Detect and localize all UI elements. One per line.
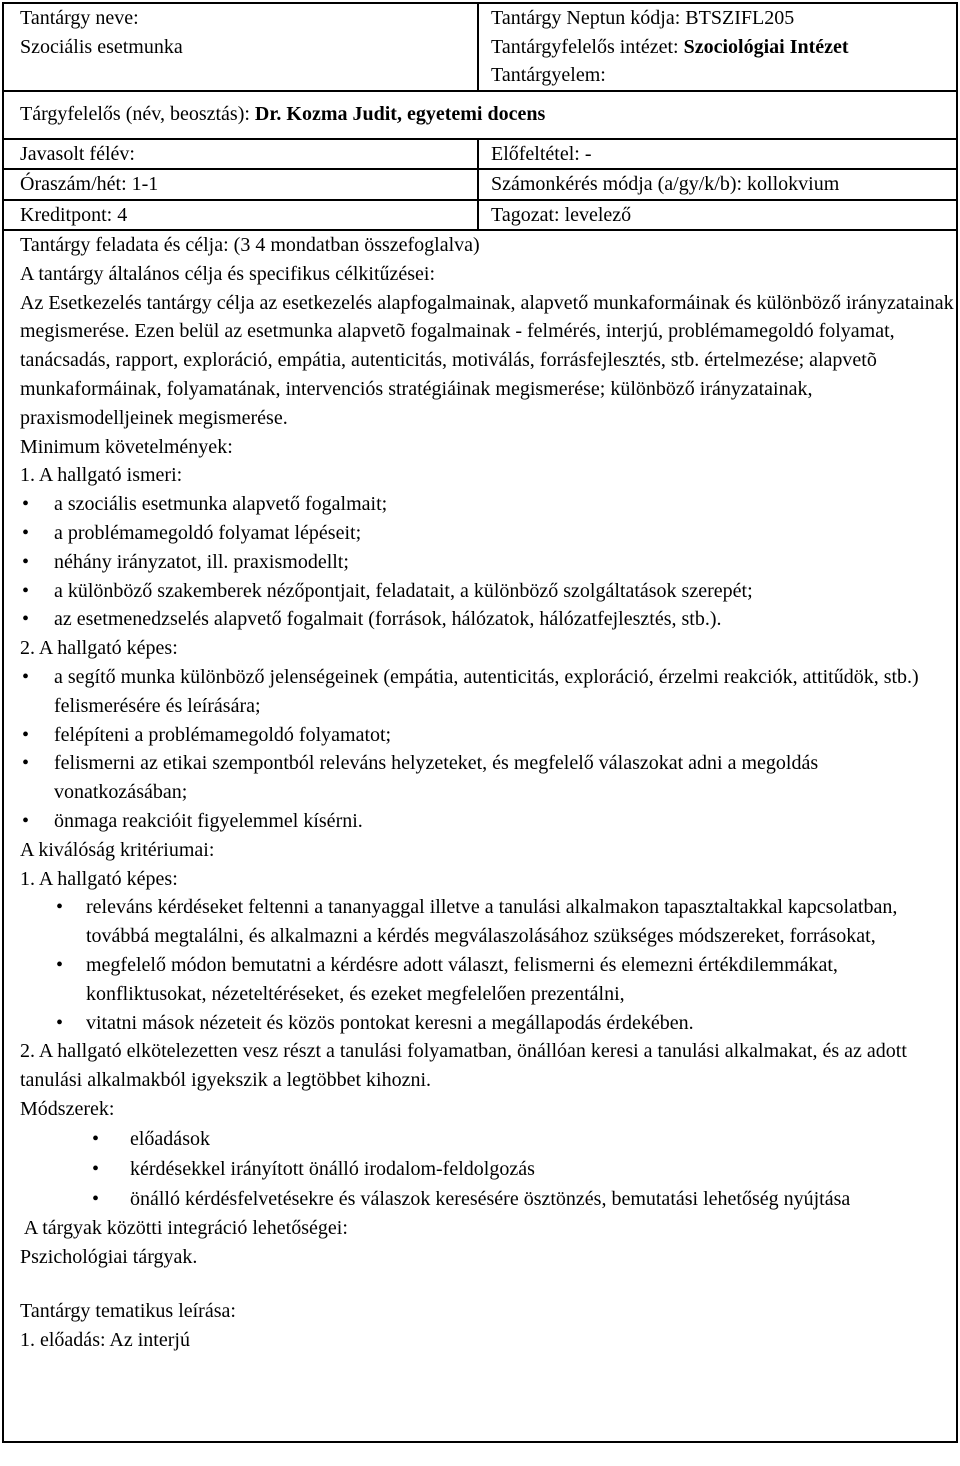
subject-name-cell <box>3 3 478 91</box>
neptun-code: BTSZIFL205 <box>685 7 795 29</box>
list-item: • felismerni az etikai szempontból releváns helyzeteket, és megfelelő válaszokat adni a megoldás vonatkozásában; <box>52 749 956 807</box>
task-heading: Tantárgy feladata és célja: (3 4 mondatban összefoglalva) <box>20 234 480 256</box>
subject-name: Szociális esetmunka <box>20 35 183 58</box>
assessment: Számonkérés módja (a/gy/k/b): kollokvium <box>478 169 957 200</box>
institute-label: Tantárgyfelelős intézet: <box>491 35 684 58</box>
list-item: • önálló kérdésfelvetésekre és válaszok keresésére ösztönzés, bemutatási lehetőség nyújtása <box>130 1184 956 1214</box>
header-row <box>3 3 957 91</box>
lecture-1: 1. előadás: Az interjú <box>20 1329 190 1352</box>
knows-list <box>20 490 956 634</box>
exc-paragraph-2: 2. A hallgató elkötelezetten vesz részt a tanulási folyamatban, önállóan keresi a tanulási alkalmakat, és az adott tanulási alkalmakból igyekszik a legtöbbet kihozni. <box>20 1040 907 1092</box>
content-row <box>3 230 957 1442</box>
hours-row <box>3 169 957 200</box>
exc-able-heading: 1. A hallgató képes: <box>20 867 178 890</box>
element-label: Tantárgyelem: <box>491 64 606 86</box>
prerequisite: Előfeltétel: - <box>478 139 957 170</box>
minimum-heading: Minimum követelmények: <box>20 435 233 458</box>
list-item: • az esetmenedzselés alapvető fogalmait (források, hálózatok, hálózatfejlesztés, stb.). <box>52 605 956 634</box>
credits-row <box>3 200 957 231</box>
list-item: • a szociális esetmunka alapvető fogalmait; <box>52 490 956 519</box>
list-item: • a segítő munka különböző jelenségeinek (empátia, autenticitás, exploráció, érzelmi reakciók, attitűdök, stb.) felismerésére és leírására; <box>52 663 956 721</box>
responsible-row <box>3 91 957 139</box>
institute-line <box>491 33 956 62</box>
thematic-heading: Tantárgy tematikus leírása: <box>20 1300 236 1323</box>
list-item: • önmaga reakcióit figyelemmel kísérni. <box>52 807 956 836</box>
neptun-label: Tantárgy Neptun kódja: <box>491 7 686 29</box>
list-item: • a problémamegoldó folyamat lépéseit; <box>52 519 956 548</box>
goals-p1: Az Esetkezelés tantárgy célja az esetkezelés alapfogalmainak, alapvető munkaformáinak és különböző irányzatainak megismerése. <box>20 291 954 343</box>
spacer <box>20 1271 956 1297</box>
responsible-cell <box>3 91 957 139</box>
content-cell <box>3 230 957 1442</box>
credits: Kreditpont: 4 <box>3 200 478 231</box>
able-heading: 2. A hallgató képes: <box>20 637 178 660</box>
methods-heading: Módszerek: <box>20 1097 115 1120</box>
responsible-label: Tárgyfelelős (név, beosztás): <box>20 102 255 125</box>
knows-heading: 1. A hallgató ismeri: <box>20 464 183 487</box>
list-item: • a különböző szakemberek nézőpontjait, feladatait, a különböző szolgáltatások szerepét; <box>52 577 956 606</box>
hours: Óraszám/hét: 1-1 <box>3 169 478 200</box>
list-item: • felépíteni a problémamegoldó folyamatot; <box>52 721 956 750</box>
methods-list <box>20 1124 956 1214</box>
able-list <box>20 663 956 836</box>
subject-name-label: Tantárgy neve: <box>20 7 139 29</box>
list-item: • kérdésekkel irányított önálló irodalom-feldolgozás <box>130 1154 956 1184</box>
list-item: • néhány irányzatot, ill. praxismodellt; <box>52 548 956 577</box>
list-item: • előadások <box>130 1124 956 1154</box>
neptun-code-line <box>491 4 956 33</box>
course-form-table <box>2 2 958 1443</box>
integration-heading: A tárgyak közötti integráció lehetőségei: <box>20 1216 348 1239</box>
goals-paragraph <box>20 289 956 433</box>
subject-code-cell <box>478 3 957 91</box>
integration-text: Pszichológiai tárgyak. <box>20 1245 198 1268</box>
course-description-page <box>0 2 958 1466</box>
excellence-heading: A kiválóság kritériumai: <box>20 838 215 861</box>
semester-row <box>3 139 957 170</box>
institute: Szociológiai Intézet <box>683 35 849 58</box>
excellence-list <box>20 893 956 1037</box>
mode: Tagozat: levelező <box>478 200 957 231</box>
goals-p2: Ezen belül az esetmunka alapvetõ fogalmainak - felmérés, interjú, problémamegoldó folyamat, tanácsadás, rapport, exploráció, empátia, autenticitás, motiválás, forrásfejlesztés, stb. értelmezése; alapvetõ munkaformáinak, folyamatának, intervenciós stratégiáinak megismerése; különböző irányzatainak, praxismodelljeinek megismerése. <box>20 320 895 429</box>
goals-heading: A tantárgy általános célja és specifikus célkitűzései: <box>20 262 436 285</box>
list-item: • releváns kérdéseket feltenni a tananyaggal illetve a tanulási alkalmakon tapasztaltakkal kapcsolatban, továbbá megtalálni, és alkalmazni a kérdés megválaszolásához szükséges módszereket, forrásokat, <box>86 893 956 951</box>
semester: Javasolt félév: <box>3 139 478 170</box>
list-item: • megfelelő módon bemutatni a kérdésre adott választ, felismerni és elemezni értékdilemmákat, konfliktusokat, nézeteltéréseket, és ezeket megfelelően prezentálni, <box>86 951 956 1009</box>
list-item: • vitatni mások nézeteit és közös pontokat keresni a megállapodás érdekében. <box>86 1009 956 1038</box>
responsible: Dr. Kozma Judit, egyetemi docens <box>254 102 546 125</box>
